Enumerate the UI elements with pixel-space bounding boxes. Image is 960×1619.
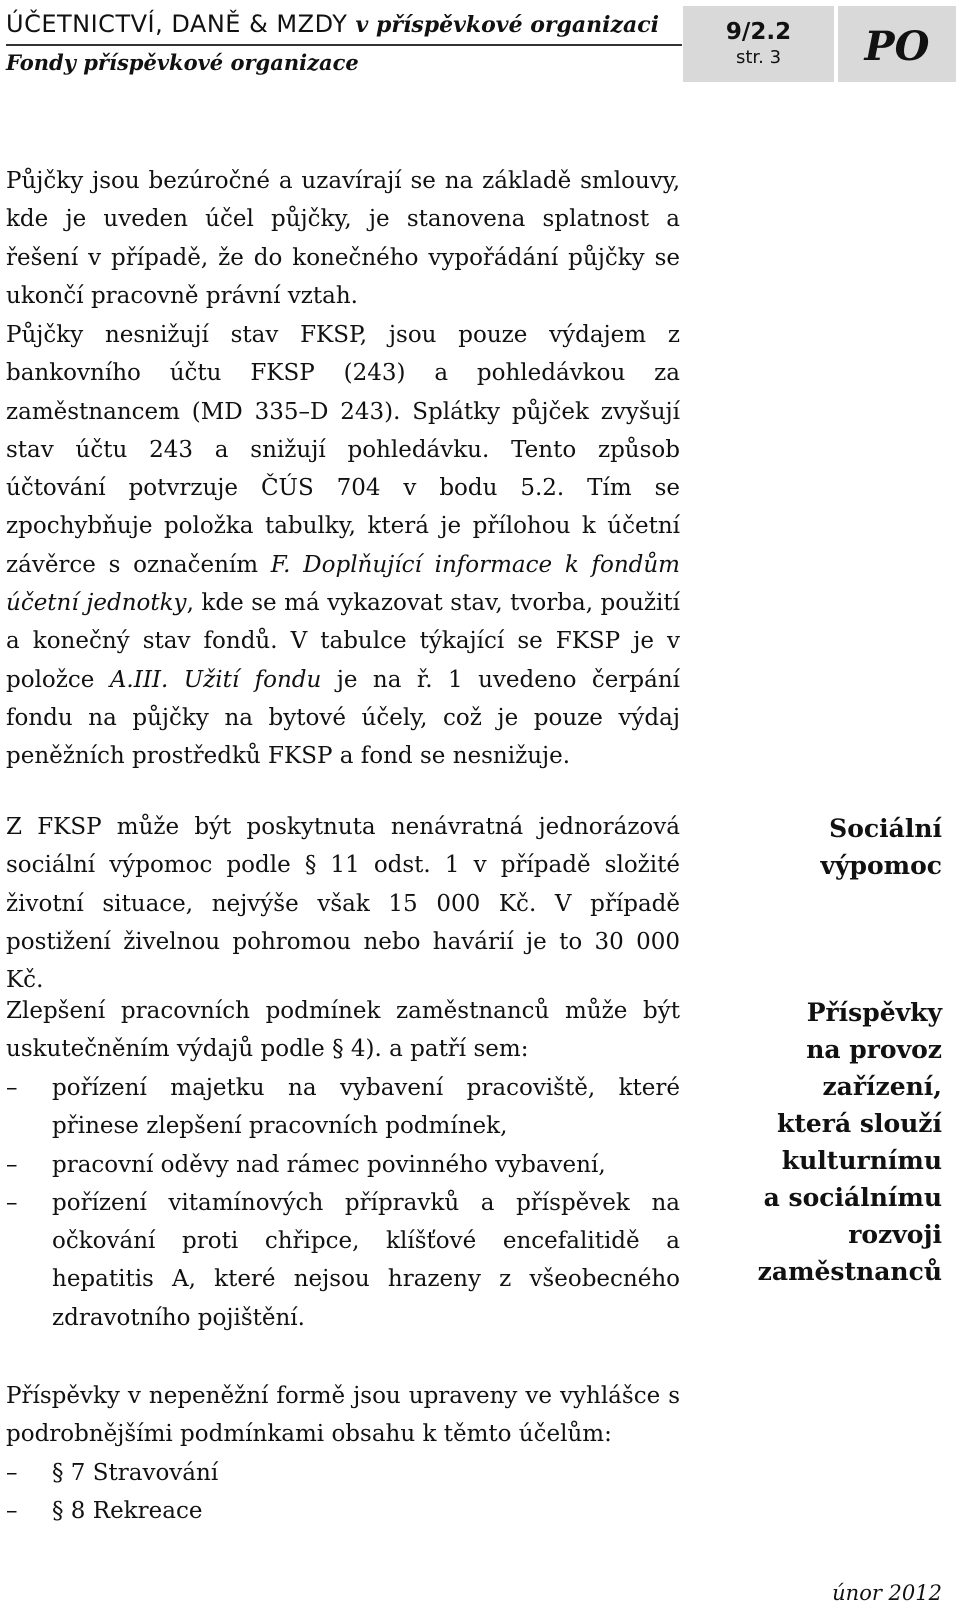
paragraph-working-conditions: Zlepšení pracovních podmínek zaměstnanců může být uskutečněním výdajů podle § 4). a patří sem:: [6, 998, 680, 1063]
list-item: – pořízení majetku na vybavení pracoviště, které přinese zlepšení pracovních podmínek,: [6, 1075, 680, 1140]
publication-title-italic: v příspěvkové organizaci: [355, 12, 659, 38]
paragraph-loans-accounting-part-a: Půjčky nesnižují stav FKSP, jsou pouze výdajem z bankovního účtu FKSP (243) a pohledávkou za zaměstnancem (MD 335–D 243). Splátky půjček zvyšují stav účtu 243 a snižují pohledávku. Tento způsob účtování potvrzuje ČÚS 704 v bodu 5.2. Tím se zpochybňuje položka tabulky, která je přílohou k účetní závěrce s označením: [6, 322, 680, 578]
paragraph-loans-accounting-part-e: je na ř. 1 uvedeno čerpání fondu na půjčky na bytové účely, což je pouze výdaj peněžních prostředků FKSP a fond se nesnižuje.: [6, 666, 681, 770]
list-item: – § 8 Rekreace: [6, 1498, 203, 1525]
po-badge: PO: [838, 6, 956, 82]
side-heading-line: a sociálnímu: [763, 1183, 942, 1212]
publication-title: [6, 8, 688, 41]
paragraph-loans-accounting-italic-2: A.III. Užití fondu: [109, 666, 322, 693]
section-title: Fondy příspěvkové organizace: [6, 50, 359, 75]
paragraph-non-monetary: Příspěvky v nepeněžní formě jsou upraveny ve vyhlášce s podrobnějšími podmínkami obsahu k těmto účelům:: [6, 1383, 680, 1448]
header-rule: [6, 44, 682, 46]
footer-date: únor 2012: [832, 1581, 942, 1605]
side-heading-social-aid-line: výpomoc: [820, 851, 942, 880]
side-heading-line: zařízení,: [822, 1072, 942, 1101]
chapter-code: 9/2.2: [725, 19, 792, 45]
side-heading-social-aid-line: Sociální: [829, 814, 942, 843]
paragraph-loans-accounting-part-c: , kde se má vykazovat stav, tvorba, použití a konečný stav fondů. V tabulce týkající se FKSP je v položce: [6, 590, 680, 693]
list-item: – pořízení vitamínových přípravků a příspěvek na očkování proti chřipce, klíšťové encefalitidě a hepatitis A, které nejsou hrazeny z všeobecného zdravotního pojištění.: [6, 1189, 680, 1331]
side-heading-social-aid: [722, 810, 942, 884]
paragraph-loans-accounting-italic-1: F. Doplňující informace k fondům účetní jednotky: [6, 551, 680, 617]
working-conditions-list: [6, 1069, 680, 1337]
side-heading-line: na provoz: [806, 1035, 942, 1064]
side-heading-line: která slouží: [777, 1109, 942, 1138]
side-heading-line: Příspěvky: [806, 998, 942, 1027]
running-header: [6, 8, 688, 41]
chapter-number-box: [683, 6, 834, 82]
paragraph-loans-terms: Půjčky jsou bezúročné a uzavírají se na základě smlouvy, kde je uveden účel půjčky, je stanovena splatnost a řešení v případě, že do konečného vypořádání půjčky se ukončí pracovně právní vztah.: [6, 168, 680, 309]
list-item: – § 7 Stravování: [6, 1460, 219, 1486]
side-heading-line: zaměstnanců: [757, 1257, 942, 1286]
side-heading-contributions: [722, 994, 942, 1290]
page-number: str. 3: [735, 47, 782, 68]
paragraph-social-aid: Z FKSP může být poskytnuta nenávratná jednorázová sociální výpomoc podle § 11 odst. 1 v případě složité životní situace, nejvýše však 15 000 Kč. V případě postižení živelnou pohromou nebo havárií je to 30 000 Kč.: [6, 814, 680, 994]
paragraph-loans-accounting: [6, 316, 680, 776]
non-monetary-list: [6, 1454, 680, 1531]
side-heading-line: rozvoji: [848, 1220, 942, 1249]
publication-title-caps: ÚČETNICTVÍ, DANĚ & MZDY: [6, 10, 348, 38]
list-item: – pracovní oděvy nad rámec povinného vybavení,: [6, 1151, 606, 1178]
side-heading-line: kulturnímu: [781, 1146, 942, 1175]
